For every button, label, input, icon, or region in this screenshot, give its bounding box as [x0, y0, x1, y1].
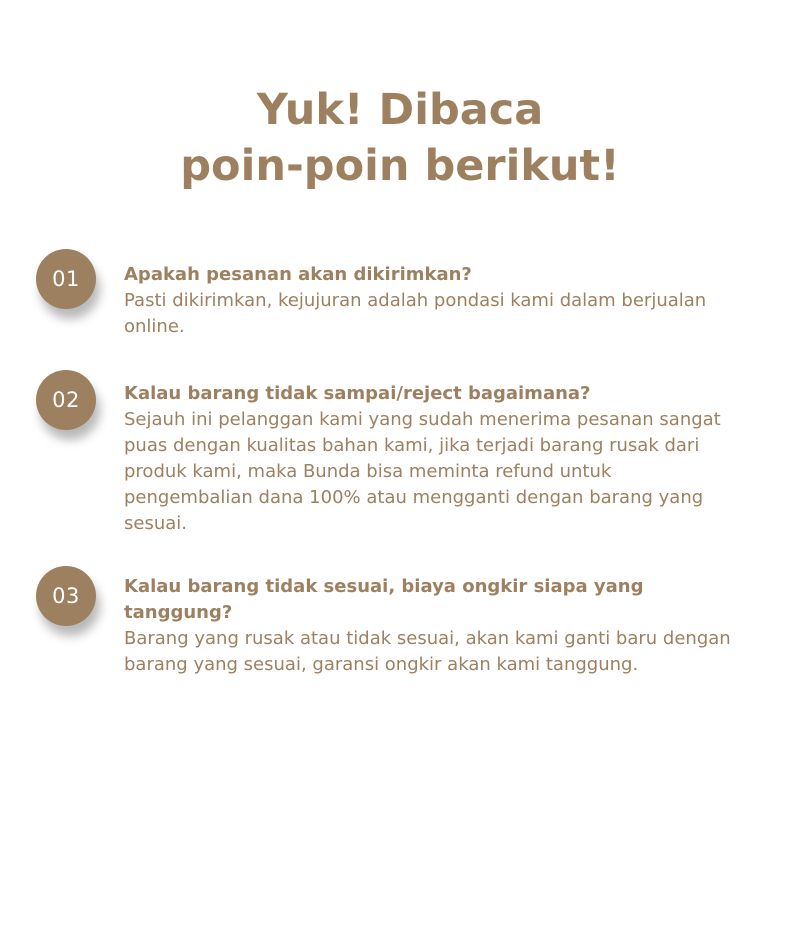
- faq-answer: Pasti dikirimkan, kejujuran adalah pondasi kami dalam berjualan online.: [124, 290, 707, 337]
- faq-answer: Barang yang rusak atau tidak sesuai, akan kami ganti baru dengan barang yang sesuai, garansi ongkir akan kami tanggung.: [124, 628, 731, 675]
- title-line-1: Yuk! Dibaca: [256, 85, 544, 135]
- faq-answer: Sejauh ini pelanggan kami yang sudah menerima pesanan sangat puas dengan kualitas bahan kami, jika terjadi barang rusak dari produk kami, maka Bunda bisa meminta refund untuk pengembalian dana 100% atau mengganti dengan barang yang sesuai.: [124, 409, 721, 534]
- faq-text: [124, 574, 744, 678]
- faq-text: [124, 262, 744, 340]
- number-label: 01: [52, 267, 80, 291]
- number-badge: [36, 566, 96, 626]
- faq-question: Kalau barang tidak sesuai, biaya ongkir siapa yang tanggung?: [124, 576, 644, 623]
- faq-text: [124, 381, 744, 537]
- number-badge: [36, 249, 96, 309]
- title-line-2: poin-poin berikut!: [180, 141, 620, 191]
- number-label: 02: [52, 388, 80, 412]
- number-label: 03: [52, 584, 80, 608]
- faq-question: Apakah pesanan akan dikirimkan?: [124, 264, 472, 285]
- page-title: [0, 82, 800, 194]
- number-badge: [36, 370, 96, 430]
- faq-question: Kalau barang tidak sampai/reject bagaimana?: [124, 383, 591, 404]
